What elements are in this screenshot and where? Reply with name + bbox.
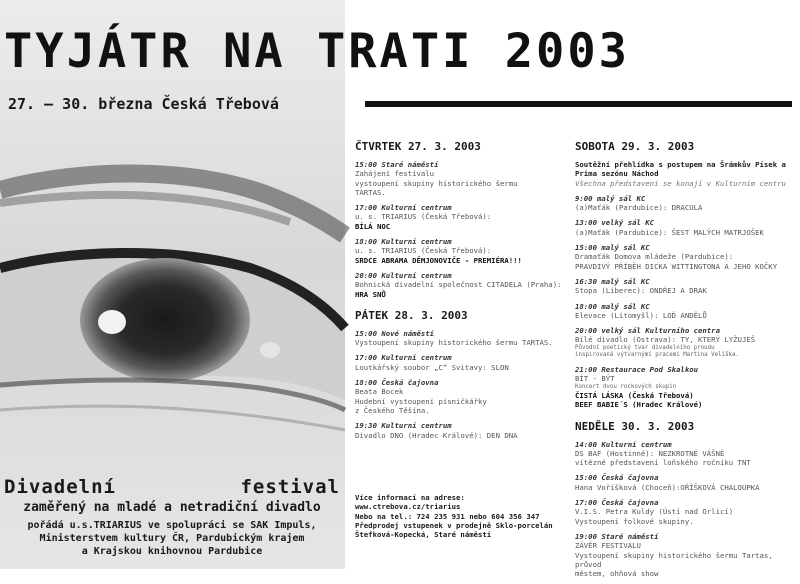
- event-detail: městem, ohňová show: [575, 569, 659, 579]
- program-event: [575, 277, 797, 296]
- organizer-line: a Krajskou knihovnou Pardubice: [81, 546, 263, 557]
- event-time-venue: 15:00 Staré náměstí: [355, 160, 439, 169]
- program-event: [355, 160, 567, 197]
- event-title: BEEF BABIE´S (Hradec Králové): [575, 400, 703, 410]
- program-event: [355, 203, 567, 231]
- program-event: [575, 194, 797, 213]
- program-event: [575, 498, 797, 526]
- event-detail: V.I.S. Petra Kuldy (Ústí nad Orlicí): [575, 507, 734, 517]
- event-detail: Hudební vystoupení písničkářky: [355, 396, 487, 406]
- event-detail: TARTAS.: [355, 187, 386, 197]
- event-note: Koncert dvou rockových skupin: [575, 383, 677, 390]
- program-event: [355, 237, 567, 265]
- event-time-venue: 17:00 Česká čajovna: [575, 498, 659, 508]
- event-time-venue: 20:00 velký sál Kulturního centra: [575, 326, 720, 336]
- event-time-venue: 13:00 velký sál KC: [575, 218, 655, 228]
- event-time-venue: 18:00 Kulturní centrum: [355, 237, 452, 247]
- info-phone: Nebo na tel.: 724 235 931 nebo 604 356 347: [355, 511, 540, 521]
- event-title: BÍLÁ NOC: [355, 221, 391, 231]
- event-detail: u. s. TRIARIUS (Česká Třebová):: [355, 212, 492, 222]
- festival-headline-word2: festival: [240, 476, 340, 498]
- day-heading-sunday: NEDĚLE 30. 3. 2003: [575, 419, 695, 433]
- program-event: [575, 218, 797, 237]
- day-heading-saturday: SOBOTA 29. 3. 2003: [575, 140, 695, 153]
- event-detail: BÍT - BÝT: [575, 374, 615, 384]
- festival-dates: 27. – 30. března Česká Třebová: [8, 95, 279, 113]
- title-rule: [365, 101, 792, 107]
- program-event: [355, 271, 567, 299]
- program-event: [575, 440, 797, 468]
- poster-title: TYJÁTR NA TRATI 2003: [4, 24, 630, 79]
- event-detail: Stopa (Liberec): ONDŘEJ A DRAK: [575, 286, 707, 296]
- thursday-events: [355, 160, 567, 299]
- program-event: [355, 378, 567, 415]
- info-url[interactable]: www.ctrebova.cz/triarius: [355, 502, 461, 512]
- event-detail: Vystoupení folkové skupiny.: [575, 516, 694, 526]
- event-time-venue: 17:00 Kulturní centrum: [355, 203, 452, 213]
- event-time-venue: 15:00 malý sál KC: [575, 243, 650, 253]
- program-event: [355, 353, 567, 372]
- event-detail: Vystoupení skupiny historického šermu TARTAS.: [355, 338, 553, 348]
- event-detail: Bohnická divadelní společnost CITADELA (Praha):: [355, 280, 562, 290]
- event-detail: Loutkářský soubor „C“ Svitavy: SLON: [355, 362, 509, 372]
- contact-info: [355, 493, 570, 539]
- program-column-right: [575, 140, 797, 584]
- event-detail: DS BAF (Hostinné): NEZKROTNÉ VÁŠNĚ: [575, 448, 725, 458]
- sunday-events: [575, 440, 797, 579]
- event-detail: (a)Maťák (Pardubice): ŠEST MALÝCH MATRJOŠEK: [575, 227, 764, 237]
- event-time-venue: 21:00 Restaurace Pod Skalkou: [575, 365, 699, 375]
- info-presale-place: Štefková-Kopecká, Staré náměstí: [355, 530, 492, 540]
- event-detail: u. s. TRIARIUS (Česká Třebová):: [355, 246, 492, 256]
- event-detail: Beata Bocek: [355, 387, 404, 397]
- event-time-venue: 15:00 Nové náměstí: [355, 328, 435, 338]
- event-title: ČISTÁ LÁSKA (Česká Třebová): [575, 390, 694, 400]
- info-label: Více informací na adrese:: [355, 493, 465, 502]
- event-detail: Hana Voříšková (Choceň):OŘÍŠKOVÁ CHALOUPKA: [575, 482, 760, 492]
- event-detail: (a)Maťák (Pardubice): DRACULA: [575, 203, 703, 213]
- program-event: [575, 473, 797, 492]
- event-time-venue: 17:00 Kulturní centrum: [355, 353, 452, 363]
- organizer-line: Ministerstvem kultury ČR, Pardubickým krajem: [39, 533, 305, 544]
- event-time-venue: 18:00 malý sál KC: [575, 301, 650, 311]
- program-event: [355, 329, 567, 348]
- event-detail: Dramaťák Domova mládeže (Pardubice):: [575, 252, 734, 262]
- event-note: Původní poetický tvar divadelního proudu: [575, 344, 715, 351]
- event-time-venue: 9:00 malý sál KC: [575, 193, 646, 203]
- program-event: [575, 302, 797, 321]
- event-time-venue: 16:30 malý sál KC: [575, 276, 650, 286]
- day-heading-thursday: ČTVRTEK 27. 3. 2003: [355, 140, 481, 153]
- event-time-venue: 14:00 Kulturní centrum: [575, 439, 672, 449]
- event-time-venue: 19:00 Staré náměstí: [575, 531, 659, 541]
- event-title: SRDCE ABRAMA DĚMJONOVIČE - PREMIÉRA!!!: [355, 255, 522, 265]
- event-detail: Divadlo DNO (Hradec Králové): DEN DNA: [355, 430, 518, 440]
- event-time-venue: 20:00 Kulturní centrum: [355, 270, 452, 280]
- event-time-venue: 18:00 Česká čajovna: [355, 378, 439, 388]
- festival-description: [4, 476, 340, 558]
- organizer-text: [4, 519, 340, 558]
- event-detail: Zahájení festivalu: [355, 169, 435, 179]
- saturday-intro-note: Všechna představení se konají v Kulturním centru: [575, 178, 786, 188]
- saturday-events: [575, 194, 797, 410]
- event-title: HRA SNŮ: [355, 289, 386, 299]
- event-note: inspirovaná výtvarnými pracemi Martina Velíška.: [575, 351, 740, 358]
- festival-headline-word1: Divadelní: [4, 476, 116, 498]
- saturday-intro-line: Prima sezónu Náchod: [575, 169, 659, 179]
- organizer-line: pořádá u.s.TRIARIUS ve spolupráci se SAK Impuls,: [27, 520, 317, 531]
- festival-subline: zaměřený na mladé a netradiční divadlo: [23, 500, 321, 515]
- event-detail: ZÁVĚR FESTIVALU: [575, 541, 641, 551]
- program-event: [575, 532, 797, 578]
- friday-events: [355, 329, 567, 440]
- program-event: [575, 326, 797, 359]
- festival-headline: [4, 476, 340, 498]
- info-presale: Předprodej vstupenek v prodejně Sklo-porcelán: [355, 520, 553, 530]
- event-detail: Bílé divadlo (Ostrava): TY, KTERÝ LYŽUJEŠ: [575, 335, 756, 345]
- event-time-venue: 15:00 Česká čajovna: [575, 473, 659, 483]
- event-detail: vítězné představení loňského ročníku TNT: [575, 458, 751, 468]
- event-detail: PRAVDIVÝ PŘÍBĚH DICKA WITTINGTONA A JEHO KOČKY: [575, 261, 778, 271]
- saturday-intro-line: Soutěžní přehlídka s postupem na Šrámkův Písek a: [575, 160, 786, 169]
- day-heading-friday: PÁTEK 28. 3. 2003: [355, 308, 468, 322]
- event-detail: Elevace (Litomyšl): LOĎ ANDĚLŮ: [575, 310, 707, 320]
- program-event: [575, 365, 797, 409]
- program-event: [355, 421, 567, 440]
- event-detail: vystoupení skupiny historického šermu: [355, 178, 518, 188]
- event-detail: Vystoupení skupiny historického šermu Tartas, průvod: [575, 550, 773, 569]
- saturday-intro: [575, 160, 797, 188]
- program-column-left: [355, 140, 567, 446]
- event-time-venue: 19:30 Kulturní centrum: [355, 421, 452, 431]
- program-event: [575, 243, 797, 271]
- event-detail: z Českého Těšína.: [355, 405, 430, 415]
